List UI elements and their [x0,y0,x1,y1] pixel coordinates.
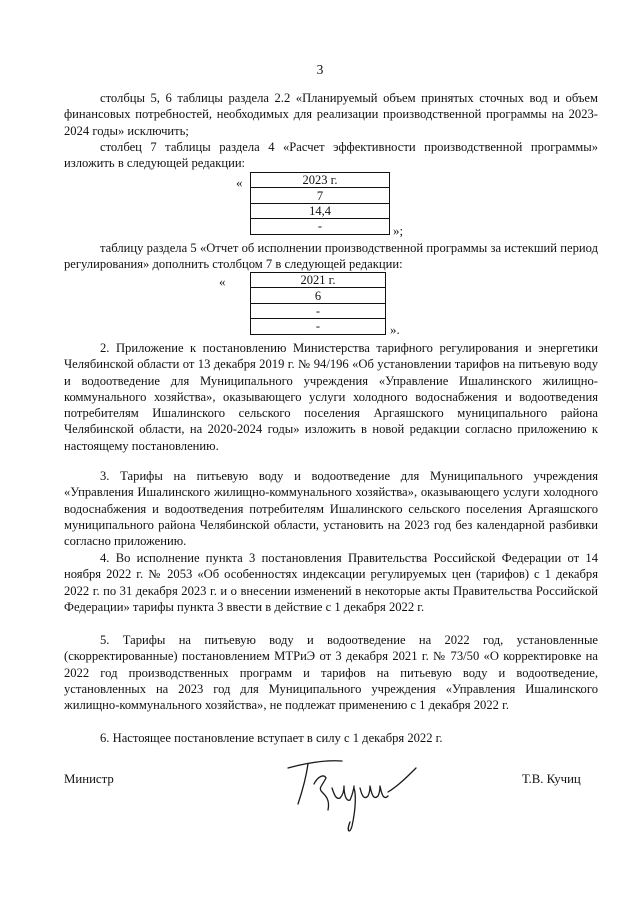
table-row [251,288,386,303]
table1 [250,172,390,235]
table2-close-quote: ». [390,322,400,337]
signer-position: Министр [64,772,114,786]
table-row [251,173,390,188]
table-cell: 6 [251,288,386,303]
table1-open-quote: « [236,175,243,190]
table-cell: - [251,319,386,334]
table-row [251,219,390,234]
table-row [251,303,386,318]
table-cell: 2023 г. [251,173,390,188]
table-cell: 2021 г. [251,273,386,288]
table2 [250,272,386,335]
table1-close-quote: »; [393,223,404,238]
paragraph-table4-column: столбец 7 таблицы раздела 4 «Расчет эффективности производственной программы» изложить в следующей редакции: [64,140,598,171]
paragraph-item-6: 6. Настоящее постановление вступает в силу с 1 декабря 2022 г. [100,731,443,745]
paragraph-item-4: 4. Во исполнение пункта 3 постановления Правительства Российской Федерации от 14 ноября 2022 г. № 2053 «Об особенностях индексации регулируемых цен (тарифов) с 1 декабря 2022 г. по 31 декабря 2023 г. и о внесении изменений в некоторые акты Правительства Российской Федерации» тарифы пункта 3 ввести в действие с 1 декабря 2022 г. [64,551,598,614]
table-cell: - [251,303,386,318]
paragraph-columns-excluded: столбцы 5, 6 таблицы раздела 2.2 «Планируемый объем принятых сточных вод и объем финансовых потребностей, необходимых для реализации производственной программы на 2023-2024 годы» исключить; [64,91,598,138]
signature-scribble-icon [280,748,430,838]
handwritten-signature [280,748,430,843]
paragraph-item-2: 2. Приложение к постановлению Министерства тарифного регулирования и энергетики Челябинской области от 13 декабря 2019 г. № 94/196 «Об установлении тарифов на питьевую воду и водоотведение для Муниципального учреждения «Управление Ишалинского жилищно-коммунального хозяйства», оказывающего услуги холодного водоснабжения и водоотведения потребителям Ишалинского сельского поселения Аргаяшского муниципального района Челябинской области, на 2020-2024 годы» изложить в новой редакции согласно приложению к настоящему постановлению. [64,341,598,453]
table-row [251,273,386,288]
table-cell: 14,4 [251,203,390,218]
paragraph-table5-add: таблицу раздела 5 «Отчет об исполнении производственной программы за истекший период регулирования» дополнить столбцом 7 в следующей редакции: [64,241,598,272]
table-cell: - [251,219,390,234]
signer-name: Т.В. Кучиц [522,772,581,786]
table-row [251,319,386,334]
page-number: 3 [316,62,324,77]
table-row [251,188,390,203]
paragraph-item-5: 5. Тарифы на питьевую воду и водоотведение на 2022 год, установленные (скорректированные) постановлением МТРиЭ от 3 декабря 2021 г. № 73/50 «О корректировке на 2022 год производственных программ и тарифов на питьевую воду и водоотведение, установленных на 2023 год для Муниципального учреждения «Управления Ишалинского жилищно-коммунального хозяйства», не подлежат применению с 1 декабря 2022 г. [64,633,598,713]
paragraph-item-3: 3. Тарифы на питьевую воду и водоотведение для Муниципального учреждения «Управления Ишалинского жилищно-коммунального хозяйства», оказывающего услуги холодного водоснабжения и водоотведения потребителям Ишалинского сельского поселения Аргаяшского муниципального района Челябинской области, установить на 2023 год без календарной разбивки согласно приложению. [64,469,598,549]
table-cell: 7 [251,188,390,203]
table2-open-quote: « [219,274,226,289]
table-row [251,203,390,218]
